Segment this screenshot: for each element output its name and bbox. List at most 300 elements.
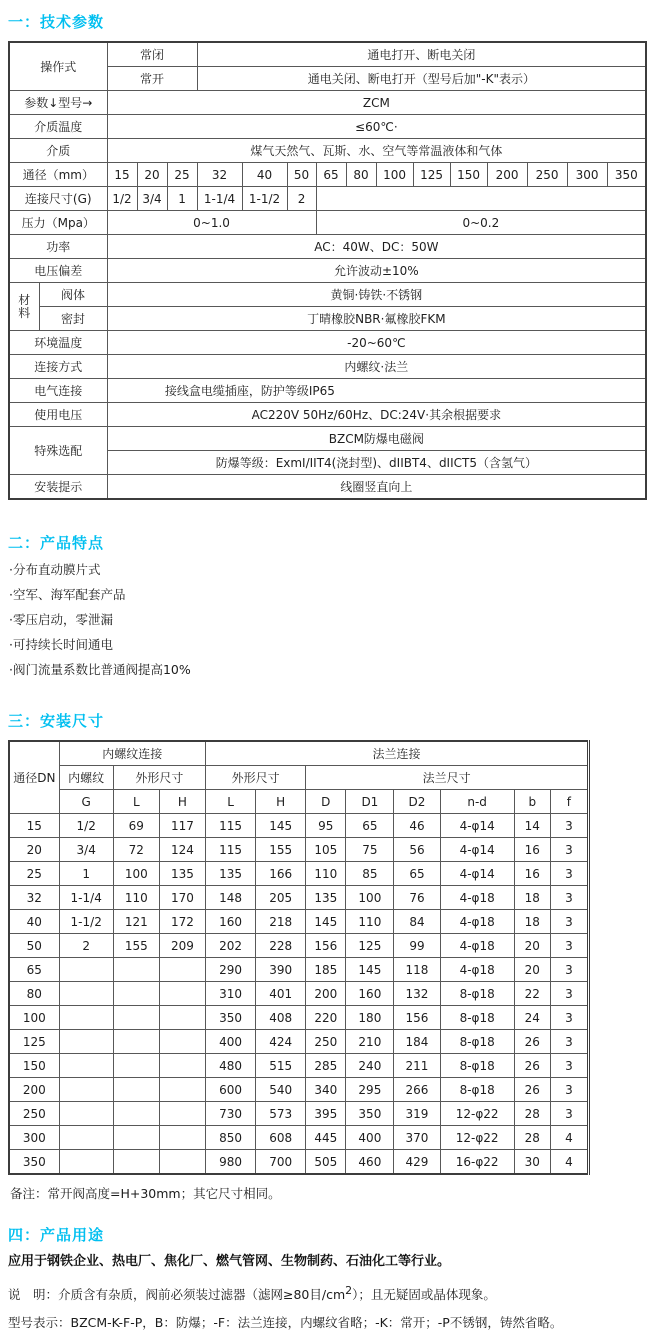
dims-row: [9, 886, 589, 910]
dims-cell: 4: [550, 1126, 588, 1150]
dims-cell: 155: [113, 934, 159, 958]
dims-cell: 16: [514, 862, 550, 886]
col-header: L: [113, 790, 159, 814]
dims-cell: 16: [514, 838, 550, 862]
dims-cell: [59, 1006, 113, 1030]
dims-row: [9, 1126, 589, 1150]
dims-cell: 20: [514, 934, 550, 958]
dims-cell: 3: [550, 958, 588, 982]
dims-cell: 401: [256, 982, 306, 1006]
dims-cell: 211: [394, 1054, 440, 1078]
usage-description-text-end: ）；且无疑固或晶体现象。: [352, 1287, 496, 1303]
dims-cell: 69: [113, 814, 159, 838]
dims-cell: 118: [394, 958, 440, 982]
dims-cell: 65: [394, 862, 440, 886]
dims-cell: 3: [550, 1102, 588, 1126]
dims-cell: 350: [9, 1150, 59, 1175]
dims-cell: [159, 982, 205, 1006]
dims-cell: [159, 958, 205, 982]
dims-cell: 3: [550, 838, 588, 862]
dims-cell: 14: [514, 814, 550, 838]
dims-cell: 3/4: [59, 838, 113, 862]
cell-diameter: 20: [137, 163, 167, 187]
dims-cell: 28: [514, 1126, 550, 1150]
cell-supply-voltage-value: AC220V 50Hz/60Hz、DC:24V·其余根据要求: [107, 403, 646, 427]
col-header: H: [159, 790, 205, 814]
cell-conn-size: 3/4: [137, 187, 167, 211]
dims-cell: 95: [306, 814, 346, 838]
dims-cell: 20: [9, 838, 59, 862]
dims-cell: [113, 1006, 159, 1030]
usage-applications: 应用于钢铁企业、热电厂、焦化厂、燃气管网、生物制药、石油化工等行业。: [8, 1254, 451, 1269]
col-header: D1: [346, 790, 394, 814]
dims-cell: 3: [550, 910, 588, 934]
tech-row-model: [9, 91, 646, 115]
dims-cell: 350: [346, 1102, 394, 1126]
dims-cell: 1: [59, 862, 113, 886]
row-label-special: 特殊选配: [9, 427, 107, 475]
dims-cell: 4-φ18: [440, 958, 514, 982]
col-group-flanged: 法兰连接: [205, 741, 588, 766]
dims-cell: 220: [306, 1006, 346, 1030]
dims-cell: 8-φ18: [440, 1078, 514, 1102]
dims-cell: 350: [205, 1006, 255, 1030]
dims-cell: [59, 982, 113, 1006]
dims-cell: 3: [550, 1078, 588, 1102]
dims-cell: 76: [394, 886, 440, 910]
dims-cell: 16-φ22: [440, 1150, 514, 1175]
dims-cell: 65: [9, 958, 59, 982]
dims-cell: [113, 1150, 159, 1175]
feature-item: ·零压启动，零泄漏: [9, 612, 113, 627]
col-header: G: [59, 790, 113, 814]
dims-cell: 228: [256, 934, 306, 958]
dims-cell: 424: [256, 1030, 306, 1054]
dims-cell: 22: [514, 982, 550, 1006]
features-list: [0, 557, 667, 682]
dims-cell: 515: [256, 1054, 306, 1078]
dims-cell: 266: [394, 1078, 440, 1102]
tech-row-conn-size: [9, 187, 646, 211]
dims-cell: 3: [550, 814, 588, 838]
cell-diameter: 350: [607, 163, 646, 187]
dims-cell: 110: [306, 862, 346, 886]
dims-cell: 4: [550, 1150, 588, 1175]
dims-cell: 20: [514, 958, 550, 982]
dims-cell: 202: [205, 934, 255, 958]
tech-row-env-temp: [9, 331, 646, 355]
dims-cell: 300: [9, 1126, 59, 1150]
cell-model-value: ZCM: [107, 91, 646, 115]
cell-op-desc-no: 通电关闭、断电打开（型号后加"-K"表示）: [197, 67, 646, 91]
dims-cell: 80: [9, 982, 59, 1006]
dims-cell: 135: [205, 862, 255, 886]
dims-cell: 40: [9, 910, 59, 934]
dims-cell: 117: [159, 814, 205, 838]
dims-cell: [113, 982, 159, 1006]
dims-cell: 4-φ18: [440, 886, 514, 910]
dims-cell: 180: [346, 1006, 394, 1030]
tech-row-material-body: [9, 283, 646, 307]
dims-cell: 3: [550, 886, 588, 910]
dims-cell: 290: [205, 958, 255, 982]
dims-cell: 72: [113, 838, 159, 862]
dims-cell: 3: [550, 934, 588, 958]
col-subgroup-thread: 内螺纹: [59, 766, 113, 790]
dims-cell: [159, 1006, 205, 1030]
dims-cell: 125: [346, 934, 394, 958]
dims-row: [9, 1150, 589, 1175]
cell-diameter: 300: [567, 163, 607, 187]
col-subgroup-flange-dims: 外形尺寸: [205, 766, 305, 790]
dims-row: [9, 934, 589, 958]
col-subgroup-flange-size: 法兰尺寸: [306, 766, 589, 790]
cell-valve-body-value: 黄铜·铸铁·不锈钢: [107, 283, 646, 307]
cell-diameter: 15: [107, 163, 137, 187]
dims-cell: 155: [256, 838, 306, 862]
row-label-diameter: 通径（mm）: [9, 163, 107, 187]
col-header: n-d: [440, 790, 514, 814]
col-header: D2: [394, 790, 440, 814]
cell-diameter: 40: [242, 163, 287, 187]
cell-diameter: 50: [287, 163, 316, 187]
dims-cell: 573: [256, 1102, 306, 1126]
dims-cell: 8-φ18: [440, 982, 514, 1006]
dims-cell: 608: [256, 1126, 306, 1150]
dims-cell: 200: [306, 982, 346, 1006]
feature-item: ·阀门流量系数比普通阀提高10%: [9, 662, 191, 677]
dims-cell: 370: [394, 1126, 440, 1150]
dims-cell: 250: [306, 1030, 346, 1054]
dims-cell: 1-1/4: [59, 886, 113, 910]
cell-electrical-value: 接线盒电缆插座，防护等级IP65: [107, 379, 646, 403]
dims-cell: 150: [9, 1054, 59, 1078]
dims-cell: 3: [550, 982, 588, 1006]
row-label-pressure: 压力（Mpa）: [9, 211, 107, 235]
dims-cell: [159, 1030, 205, 1054]
dims-cell: 105: [306, 838, 346, 862]
dims-cell: 8-φ18: [440, 1006, 514, 1030]
cell-conn-size: 1/2: [107, 187, 137, 211]
dims-cell: 3: [550, 1006, 588, 1030]
tech-row-operation-nc: [9, 42, 646, 67]
dims-cell: 100: [9, 1006, 59, 1030]
dims-cell: [113, 1126, 159, 1150]
dims-cell: 310: [205, 982, 255, 1006]
row-label-model: 参数↓型号→: [9, 91, 107, 115]
tech-row-material-seal: [9, 307, 646, 331]
dims-row: [9, 1102, 589, 1126]
dims-row: [9, 1054, 589, 1078]
section-heading-tech-params: 一：技术参数: [8, 13, 105, 31]
cell-op-mode-no: 常开: [107, 67, 197, 91]
cell-pressure-low: 0~1.0: [107, 211, 316, 235]
dims-cell: 50: [9, 934, 59, 958]
tech-row-pressure: [9, 211, 646, 235]
dims-header-groups: [9, 741, 589, 766]
dims-cell: 166: [256, 862, 306, 886]
dims-cell: 209: [159, 934, 205, 958]
dims-cell: 850: [205, 1126, 255, 1150]
cell-diameter: 25: [167, 163, 197, 187]
col-subgroup-thread-dims: 外形尺寸: [113, 766, 205, 790]
tech-row-power: [9, 235, 646, 259]
row-label-conn-size: 连接尺寸(G): [9, 187, 107, 211]
col-header: f: [550, 790, 588, 814]
col-header: H: [256, 790, 306, 814]
dims-cell: 700: [256, 1150, 306, 1175]
dims-note: 备注：常开阀高度=H+30mm；其它尺寸相同。: [10, 1186, 281, 1201]
tech-row-install: [9, 475, 646, 500]
cell-power-value: AC：40W、DC：50W: [107, 235, 646, 259]
dims-cell: 185: [306, 958, 346, 982]
dims-cell: 30: [514, 1150, 550, 1175]
dims-cell: 200: [9, 1078, 59, 1102]
dims-cell: 124: [159, 838, 205, 862]
row-label-env-temp: 环境温度: [9, 331, 107, 355]
dims-cell: 12-φ22: [440, 1126, 514, 1150]
row-label-electrical: 电气连接: [9, 379, 107, 403]
row-label-install: 安装提示: [9, 475, 107, 500]
dims-cell: 390: [256, 958, 306, 982]
cell-op-mode-nc: 常闭: [107, 42, 197, 67]
dims-cell: 148: [205, 886, 255, 910]
dims-cell: 340: [306, 1078, 346, 1102]
dims-cell: 4-φ14: [440, 838, 514, 862]
row-label-voltage-dev: 电压偏差: [9, 259, 107, 283]
col-header: b: [514, 790, 550, 814]
col-header: L: [205, 790, 255, 814]
dims-cell: 400: [205, 1030, 255, 1054]
cell-medium-value: 煤气天然气、瓦斯、水、空气等常温液体和气体: [107, 139, 646, 163]
dims-cell: 205: [256, 886, 306, 910]
tech-params-table: [8, 41, 647, 500]
dims-cell: 4-φ18: [440, 910, 514, 934]
dims-cell: [113, 1054, 159, 1078]
dims-cell: 110: [346, 910, 394, 934]
dims-cell: 240: [346, 1054, 394, 1078]
dims-cell: 540: [256, 1078, 306, 1102]
row-label-material: 材 料: [9, 283, 39, 331]
dims-cell: 56: [394, 838, 440, 862]
dims-cell: [59, 1078, 113, 1102]
dims-cell: 408: [256, 1006, 306, 1030]
dims-row: [9, 814, 589, 838]
dims-cell: 75: [346, 838, 394, 862]
dims-cell: 600: [205, 1078, 255, 1102]
dims-cell: 15: [9, 814, 59, 838]
installation-dimensions-table: [8, 740, 590, 1175]
cell-pressure-high: 0~0.2: [316, 211, 646, 235]
cell-conn-size: 1: [167, 187, 197, 211]
dims-row: [9, 982, 589, 1006]
dims-cell: 85: [346, 862, 394, 886]
dims-cell: 32: [9, 886, 59, 910]
dims-cell: 429: [394, 1150, 440, 1175]
cell-medium-temp-value: ≤60℃·: [107, 115, 646, 139]
cell-env-temp-value: -20~60℃: [107, 331, 646, 355]
dims-cell: 18: [514, 910, 550, 934]
usage-description: [8, 1280, 667, 1305]
row-label-medium: 介质: [9, 139, 107, 163]
dims-cell: 115: [205, 814, 255, 838]
dims-cell: 99: [394, 934, 440, 958]
dims-row: [9, 1030, 589, 1054]
row-label-conn-type: 连接方式: [9, 355, 107, 379]
dims-cell: 115: [205, 838, 255, 862]
dims-cell: 135: [159, 862, 205, 886]
dims-cell: 295: [346, 1078, 394, 1102]
feature-item: ·空军、海军配套产品: [9, 587, 126, 602]
dims-cell: 2: [59, 934, 113, 958]
dims-cell: [59, 1030, 113, 1054]
dims-cell: [159, 1150, 205, 1175]
dims-cell: 26: [514, 1078, 550, 1102]
cell-voltage-dev-value: 允许波动±10%: [107, 259, 646, 283]
dims-cell: 84: [394, 910, 440, 934]
dims-cell: 1/2: [59, 814, 113, 838]
dims-cell: 730: [205, 1102, 255, 1126]
dims-cell: [59, 1054, 113, 1078]
cell-diameter: 32: [197, 163, 242, 187]
dims-cell: 285: [306, 1054, 346, 1078]
tech-row-special-1: [9, 427, 646, 451]
tech-row-medium: [9, 139, 646, 163]
dims-cell: 65: [346, 814, 394, 838]
dims-cell: 28: [514, 1102, 550, 1126]
dims-cell: 184: [394, 1030, 440, 1054]
dims-cell: 100: [113, 862, 159, 886]
dims-cell: [159, 1078, 205, 1102]
dims-cell: 170: [159, 886, 205, 910]
dims-cell: 135: [306, 886, 346, 910]
dims-cell: 210: [346, 1030, 394, 1054]
cell-special-exproof-grade: 防爆等级：ExmI/IIT4(浇封型)、dIIBT4、dIICT5（含氢气）: [107, 451, 646, 475]
dims-cell: 3: [550, 1054, 588, 1078]
row-label-valve-body: 阀体: [39, 283, 107, 307]
dims-header-columns: [9, 790, 589, 814]
row-label-supply-voltage: 使用电压: [9, 403, 107, 427]
col-header-dn: 通径DN: [9, 741, 59, 814]
dims-cell: [113, 958, 159, 982]
dims-cell: 250: [9, 1102, 59, 1126]
dims-cell: 4-φ14: [440, 814, 514, 838]
dims-cell: 132: [394, 982, 440, 1006]
dims-row: [9, 958, 589, 982]
cell-diameter: 80: [346, 163, 376, 187]
dims-cell: 156: [394, 1006, 440, 1030]
row-label-seal: 密封: [39, 307, 107, 331]
dims-cell: [59, 1150, 113, 1175]
dims-row: [9, 910, 589, 934]
dims-cell: 4-φ18: [440, 934, 514, 958]
dims-cell: 1-1/2: [59, 910, 113, 934]
dims-cell: [159, 1126, 205, 1150]
dims-cell: 3: [550, 862, 588, 886]
dims-cell: 156: [306, 934, 346, 958]
dims-row: [9, 838, 589, 862]
tech-row-supply-voltage: [9, 403, 646, 427]
dims-cell: [59, 1102, 113, 1126]
cell-diameter: 250: [527, 163, 567, 187]
cell-seal-value: 丁晴橡胶NBR·氟橡胶FKM: [107, 307, 646, 331]
dims-cell: 160: [346, 982, 394, 1006]
cell-op-desc-nc: 通电打开、断电关闭: [197, 42, 646, 67]
cell-diameter: 150: [450, 163, 487, 187]
dims-row: [9, 1078, 589, 1102]
section-heading-features: 二：产品特点: [8, 534, 105, 552]
dims-cell: [113, 1030, 159, 1054]
dims-cell: [159, 1102, 205, 1126]
dims-cell: 25: [9, 862, 59, 886]
dims-cell: 3: [550, 1030, 588, 1054]
tech-row-electrical: [9, 379, 646, 403]
row-label-medium-temp: 介质温度: [9, 115, 107, 139]
dims-cell: 46: [394, 814, 440, 838]
dims-cell: 319: [394, 1102, 440, 1126]
cell-conn-size: 1-1/4: [197, 187, 242, 211]
usage-model-notation: 型号表示：BZCM-K-F-P，B：防爆；-F：法兰连接，内螺纹省略；-K：常开；-P不锈钢，铸然省略。: [8, 1315, 563, 1331]
tech-row-voltage-dev: [9, 259, 646, 283]
dims-cell: 218: [256, 910, 306, 934]
dims-cell: 395: [306, 1102, 346, 1126]
feature-item: ·可持续长时间通电: [9, 637, 113, 652]
dims-cell: 460: [346, 1150, 394, 1175]
dims-cell: 145: [346, 958, 394, 982]
dims-cell: 400: [346, 1126, 394, 1150]
cell-diameter: 100: [376, 163, 413, 187]
dims-cell: 145: [256, 814, 306, 838]
dims-cell: [113, 1078, 159, 1102]
dims-cell: [159, 1054, 205, 1078]
usage-description-text: 说 明：介质含有杂质，阀前必须装过滤器（滤网≥80目/cm: [8, 1287, 346, 1303]
col-group-threaded: 内螺纹连接: [59, 741, 205, 766]
dims-cell: [59, 958, 113, 982]
dims-cell: 445: [306, 1126, 346, 1150]
tech-row-medium-temp: [9, 115, 646, 139]
section-heading-dimensions: 三：安装尺寸: [8, 712, 105, 730]
tech-row-diameter: [9, 163, 646, 187]
dims-row: [9, 1006, 589, 1030]
dims-cell: 505: [306, 1150, 346, 1175]
row-label-power: 功率: [9, 235, 107, 259]
dims-cell: 26: [514, 1030, 550, 1054]
dims-cell: 18: [514, 886, 550, 910]
dims-cell: 480: [205, 1054, 255, 1078]
cell-conn-type-value: 内螺纹·法兰: [107, 355, 646, 379]
dims-cell: [59, 1126, 113, 1150]
cell-diameter: 200: [487, 163, 527, 187]
cell-install-value: 线圈竖直向上: [107, 475, 646, 500]
dims-cell: 8-φ18: [440, 1030, 514, 1054]
col-header: D: [306, 790, 346, 814]
cell-conn-size: 1-1/2: [242, 187, 287, 211]
dims-cell: 160: [205, 910, 255, 934]
dims-cell: 110: [113, 886, 159, 910]
dims-cell: 24: [514, 1006, 550, 1030]
cell-conn-size-empty: [316, 187, 646, 211]
dims-cell: 980: [205, 1150, 255, 1175]
cell-diameter: 125: [413, 163, 450, 187]
tech-row-conn-type: [9, 355, 646, 379]
dims-row: [9, 862, 589, 886]
dims-cell: 125: [9, 1030, 59, 1054]
dims-cell: [113, 1102, 159, 1126]
dims-header-subgroups: [9, 766, 589, 790]
row-label-operation: 操作式: [9, 42, 107, 91]
dims-cell: 4-φ14: [440, 862, 514, 886]
dims-cell: 172: [159, 910, 205, 934]
